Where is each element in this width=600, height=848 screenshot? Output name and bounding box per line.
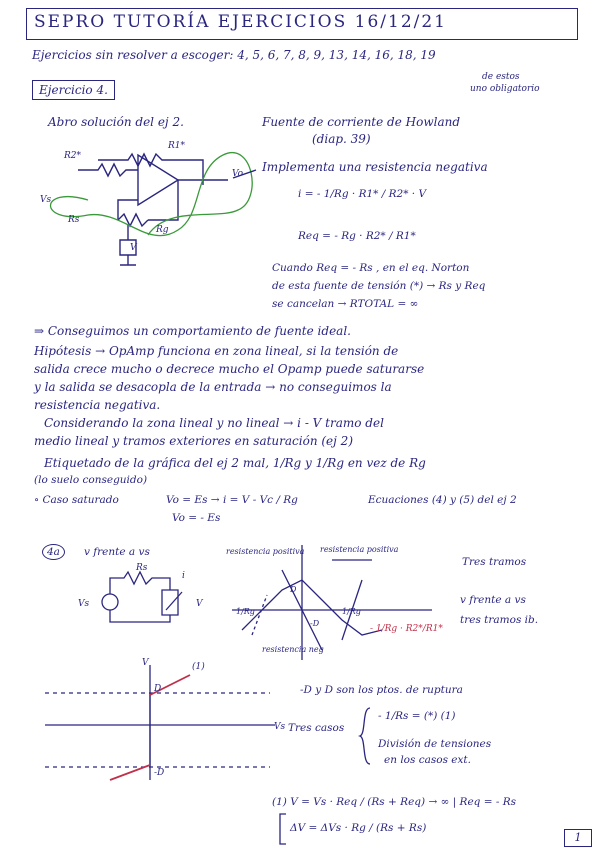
bottom-eq-1: (1) V = Vs · Req / (Rs + Req) → ∞ | Req = - Rs	[272, 796, 517, 808]
v-axis-label: V	[142, 658, 149, 668]
vs-circuit-label: Vs	[78, 599, 90, 609]
vo-label: Vo	[232, 169, 244, 179]
source-circuit	[70, 560, 220, 630]
intro-right: Fuente de corriente de Howland	[262, 115, 461, 129]
three-tramos-1: Tres tramos	[462, 556, 527, 568]
intro-ref: (diap. 39)	[312, 132, 371, 146]
para-line-5: Considerando la zona lineal y no lineal → i - V tramo del	[44, 416, 384, 430]
vs-axis-label: Vs	[274, 722, 286, 732]
para-line-3: y la salida se desacopla de la entrada → no conseguimos la	[34, 380, 392, 394]
iv-sketch	[222, 540, 442, 670]
vs-label: Vs	[40, 195, 52, 205]
exercises-line: Ejercicios sin resolver a escoger: 4, 5, 6, 7, 8, 9, 13, 14, 16, 18, 19	[32, 48, 436, 62]
three-tramos-3: tres tramos ib.	[460, 614, 539, 626]
r1-label: R1*	[168, 141, 186, 151]
pos-res-label: resistencia positiva	[320, 545, 399, 554]
eq-i: i = - 1/Rg · R1* / R2* · V	[298, 188, 427, 200]
neg-res-label: resistencia positiva	[226, 547, 305, 556]
case-div-1: División de tensiones	[378, 738, 492, 750]
bottom-bracket	[278, 812, 288, 846]
case-div-2: en los casos ext.	[384, 754, 471, 766]
when-line-1: Cuando Req = - Rs , en el eq. Norton	[272, 262, 470, 274]
exercise-label: Ejercicio 4.	[32, 80, 115, 100]
r2-label: R2*	[64, 151, 82, 161]
circuit-diagram	[28, 130, 268, 270]
dneg-label: -D	[310, 619, 320, 628]
part-4a-title: v frente a vs	[84, 546, 150, 558]
three-cases-label: Tres casos	[288, 722, 345, 734]
graph-tag-1: (1)	[192, 662, 205, 672]
when-line-3: se cancelan → RTOTAL = ∞	[272, 298, 419, 310]
para-line-8: (lo suelo conseguido)	[34, 474, 148, 486]
implements-line: Implementa una resistencia negativa	[262, 160, 488, 174]
r-annotation: - 1/Rg · R2*/R1*	[370, 624, 443, 634]
slope-label-2: 1/Rg	[342, 607, 361, 616]
note-line-1: de estos	[482, 72, 520, 82]
rs-circuit-label: Rs	[136, 563, 148, 573]
bottom-eq-2: ΔV = ΔVs · Rg / (Rs + Rs)	[290, 822, 427, 834]
graph-neg-d-label: -D	[154, 768, 165, 778]
v-circuit-label: V	[196, 599, 203, 609]
saturated-case: ∘ Caso saturado	[34, 494, 119, 506]
para-line-4: resistencia negativa.	[34, 398, 161, 412]
note-line-2: uno obligatorio	[470, 84, 540, 94]
saturated-ref: Ecuaciones (4) y (5) del ej 2	[368, 494, 517, 506]
eq-req: Req = - Rg · R2* / R1*	[298, 230, 416, 242]
breaks-note: -D y D son los ptos. de ruptura	[300, 684, 463, 696]
consequence-line: ⇒ Conseguimos un comportamiento de fuente ideal.	[34, 324, 351, 338]
case-brace	[358, 706, 372, 766]
saturated-eq-1: Vo = Es → i = V - Vc / Rg	[166, 494, 298, 506]
when-line-2: de esta fuente de tensión (*) → Rs y Req	[272, 280, 486, 292]
para-line-1: Hipótesis → OpAmp funciona en zona lineal, si la tensión de	[34, 344, 399, 358]
rs-label: Rs	[68, 215, 80, 225]
graph-d-label: D	[154, 684, 162, 694]
para-line-6: medio lineal y tramos exteriores en saturación (ej 2)	[34, 434, 353, 448]
i-circuit-label: i	[182, 571, 185, 581]
page-number: 1	[564, 829, 592, 847]
slope-label-1: 1/Rg	[236, 607, 255, 616]
neg-res-bottom-label: resistencia neg	[262, 645, 324, 654]
rg-label: Rg	[156, 225, 169, 235]
part-4a-label: 4a	[42, 544, 65, 560]
saturated-eq-2: Vo = - Es	[172, 512, 221, 524]
v-label: V	[130, 243, 137, 253]
v-vs-graph	[30, 655, 290, 785]
para-line-7: Etiquetado de la gráfica del ej 2 mal, 1/Rg y 1/Rg en vez de Rg	[44, 456, 426, 470]
d-label: D	[290, 585, 297, 594]
para-line-2: salida crece mucho o decrece mucho el Opamp puede saturarse	[34, 362, 425, 376]
three-tramos-2: v frente a vs	[460, 594, 526, 606]
page-title: SEPRO TUTORÍA EJERCICIOS 16/12/21	[34, 12, 447, 32]
case-eq: - 1/Rs = (*) (1)	[378, 710, 456, 722]
intro-left: Abro solución del ej 2.	[48, 115, 184, 129]
